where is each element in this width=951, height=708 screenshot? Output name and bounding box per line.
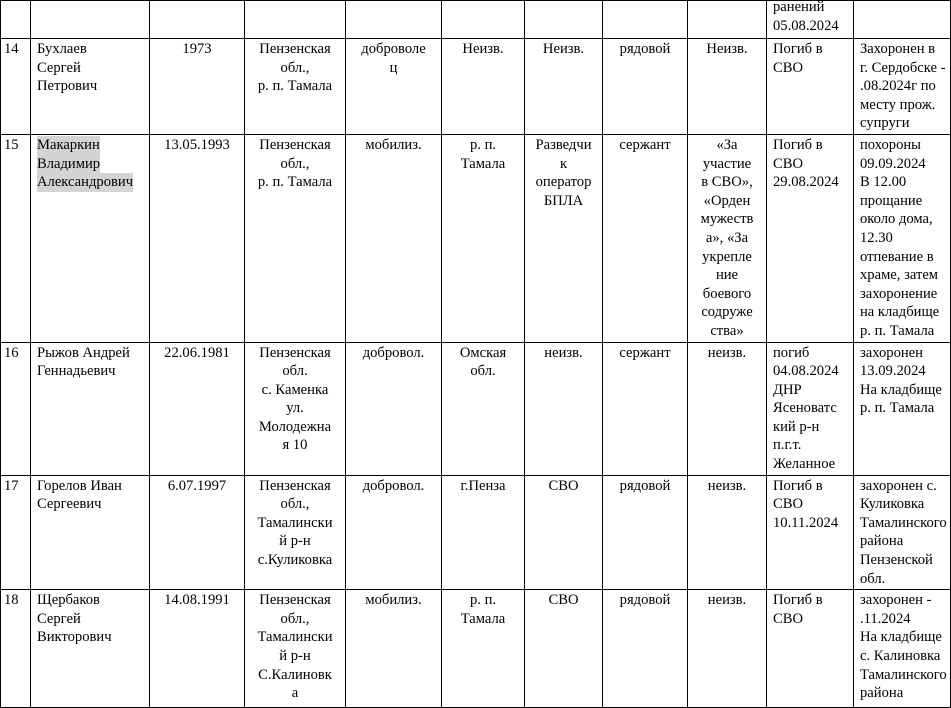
cell-line: обл., — [280, 610, 310, 627]
cell-line: На кладбище — [860, 381, 942, 398]
cell-line: Владимир — [37, 155, 101, 172]
cell-line: сержант — [619, 344, 671, 361]
cell-origin — [245, 590, 346, 708]
cell-name — [31, 134, 150, 342]
cell-name — [31, 39, 150, 135]
cell-line: прощание — [860, 192, 923, 209]
cell-line: Сергей — [37, 59, 81, 76]
cell-line: Петрович — [37, 78, 98, 95]
cell-line: Погиб в — [773, 592, 823, 609]
cell-awards — [688, 39, 767, 135]
cell-line: отпевание в — [860, 248, 934, 265]
cell-birth — [150, 342, 245, 475]
cell-line: «За — [716, 136, 738, 153]
cell-line: .11.2024 — [860, 610, 911, 627]
cell-line: СВО — [773, 59, 804, 76]
cell-burial — [854, 39, 951, 135]
cell-line: СВО — [773, 155, 804, 172]
cell-line: Пензенская — [259, 592, 331, 609]
cell-line: содруже — [701, 304, 753, 321]
cell-enlisted — [442, 342, 525, 475]
cell-rank — [603, 590, 688, 708]
cell-line: Тамалински — [257, 629, 333, 646]
cell-line: Молодежна — [258, 418, 332, 435]
cell-name — [31, 342, 150, 475]
cell-line: добровол. — [362, 344, 425, 361]
cell-type — [346, 590, 442, 708]
cell-type — [346, 134, 442, 342]
cell-line: СВО — [773, 496, 804, 513]
cell-line: .08.2024г по — [860, 78, 936, 95]
table-row-partial — [1, 1, 951, 39]
cell-line: района — [860, 533, 904, 550]
table-row — [1, 590, 951, 708]
cell-awards — [688, 1, 767, 39]
cell-awards — [688, 342, 767, 475]
cell-line: 13.09.2024 — [860, 363, 926, 380]
cell-line: я 10 — [282, 437, 308, 454]
cell-line: Ясеноватс — [773, 400, 837, 417]
cell-line: С.Калиновк — [258, 666, 332, 683]
cell-line: 05.08.2024 — [773, 17, 839, 34]
cell-line: р. п. Тамала — [257, 78, 333, 95]
cell-birth — [150, 475, 245, 590]
cell-specialty — [525, 342, 603, 475]
cell-line: 13.05.1993 — [164, 136, 230, 153]
cell-enlisted — [442, 475, 525, 590]
cell-specialty — [525, 1, 603, 39]
cell-line: На кладбище — [860, 629, 942, 646]
cell-line: Тамала — [460, 155, 506, 172]
cell-line: ства» — [710, 322, 744, 339]
cell-burial — [854, 590, 951, 708]
cell-line: Пензенская — [259, 41, 331, 57]
cell-line: Викторович — [37, 629, 112, 646]
cell-line: й р-н — [279, 648, 311, 664]
cell-line: месту прож. — [860, 96, 936, 113]
cell-line: погиб — [773, 344, 810, 361]
cell-line: Погиб в — [773, 41, 823, 57]
cell-rank — [603, 342, 688, 475]
cell-name — [31, 1, 150, 39]
cell-enlisted — [442, 590, 525, 708]
cell-line: СВО — [773, 610, 804, 627]
cell-line: оператор — [535, 174, 592, 191]
cell-line: р. п. Тамала — [860, 400, 935, 417]
cell-line: обл., — [280, 155, 310, 172]
cell-line: Бухлаев — [37, 41, 87, 57]
cell-line: мобилиз. — [365, 592, 422, 609]
cell-line: в СВО», — [701, 174, 753, 191]
cell-line: похороны — [860, 136, 921, 153]
cell-line: обл. — [470, 363, 496, 380]
cell-line: й р-н — [279, 533, 311, 550]
cell-type — [346, 39, 442, 135]
cell-line: а — [291, 685, 299, 702]
cell-number — [1, 39, 31, 135]
cell-line: г.Пенза — [460, 477, 506, 494]
cell-line: п.г.т. — [773, 437, 802, 454]
cell-origin — [245, 1, 346, 39]
cell-line: а», «За — [705, 229, 749, 246]
cell-number — [1, 342, 31, 475]
cell-line: Неизв. — [706, 41, 748, 57]
cell-line: района — [860, 685, 904, 702]
cell-specialty — [525, 475, 603, 590]
cell-line: Александрович — [37, 174, 134, 191]
cell-line: БПЛА — [543, 192, 584, 209]
cell-line: к — [559, 155, 568, 172]
cell-awards — [688, 475, 767, 590]
cell-line: 14 — [4, 41, 19, 57]
cell-line: 16 — [4, 344, 19, 361]
cell-line: супруги — [860, 115, 910, 132]
cell-line: Щербаков — [37, 592, 100, 609]
cell-line: сержант — [619, 136, 671, 153]
cell-awards — [688, 134, 767, 342]
cell-line: Погиб в — [773, 477, 823, 494]
cell-number — [1, 590, 31, 708]
cell-line: участие — [702, 155, 752, 172]
cell-fate — [767, 475, 854, 590]
cell-number — [1, 134, 31, 342]
cell-origin — [245, 134, 346, 342]
cell-line: обл., — [280, 496, 310, 513]
cell-line: Сергеевич — [37, 496, 102, 513]
cell-line: захоронен - — [860, 592, 932, 609]
cell-line: с.Куликовка — [257, 552, 333, 569]
cell-line: рядовой — [619, 41, 671, 57]
table-row — [1, 475, 951, 590]
cell-line: кий р-н — [773, 418, 820, 435]
cell-line: Геннадьевич — [37, 363, 116, 380]
table-row — [1, 39, 951, 135]
cell-enlisted — [442, 134, 525, 342]
cell-line: 29.08.2024 — [773, 174, 839, 191]
cell-line: Пензенская — [259, 344, 331, 361]
cell-origin — [245, 39, 346, 135]
cell-origin — [245, 342, 346, 475]
cell-line: мобилиз. — [365, 136, 422, 153]
cell-rank — [603, 134, 688, 342]
cell-number — [1, 1, 31, 39]
cell-fate — [767, 1, 854, 39]
cell-type — [346, 342, 442, 475]
cell-burial — [854, 475, 951, 590]
cell-line: неизв. — [544, 344, 583, 361]
cell-line: обл. — [282, 363, 308, 380]
cell-burial — [854, 134, 951, 342]
cell-birth — [150, 590, 245, 708]
cell-line: рядовой — [619, 592, 671, 609]
cell-name — [31, 475, 150, 590]
cell-line: р. п. — [469, 592, 497, 609]
cell-line: Захоронен в — [860, 41, 936, 57]
cell-line: Желанное — [773, 456, 836, 473]
cell-line: мужеств — [700, 211, 754, 228]
cell-line: ранений — [773, 0, 825, 15]
cell-burial — [854, 342, 951, 475]
cell-birth — [150, 1, 245, 39]
cell-line: В 12.00 — [860, 174, 907, 191]
cell-line: Куликовка — [860, 496, 925, 513]
cell-line: Тамала — [460, 610, 506, 627]
cell-enlisted — [442, 39, 525, 135]
cell-enlisted — [442, 1, 525, 39]
cell-fate — [767, 134, 854, 342]
cell-awards — [688, 590, 767, 708]
cell-name — [31, 590, 150, 708]
cell-line: 22.06.1981 — [164, 344, 230, 361]
cell-rank — [603, 39, 688, 135]
cell-line: боевого — [702, 285, 752, 302]
cell-fate — [767, 342, 854, 475]
cell-line: «Орден — [703, 192, 751, 209]
cell-origin — [245, 475, 346, 590]
cell-line: обл. — [860, 570, 886, 587]
cell-line: 04.08.2024 — [773, 363, 839, 380]
cell-line: 18 — [4, 592, 19, 609]
cell-specialty — [525, 39, 603, 135]
cell-specialty — [525, 590, 603, 708]
cell-line: Тамалинского — [860, 514, 947, 531]
cell-line: 14.08.1991 — [164, 592, 230, 609]
cell-line: ДНР — [773, 381, 802, 398]
cell-type — [346, 1, 442, 39]
cell-line: Неизв. — [542, 41, 585, 57]
cell-specialty — [525, 134, 603, 342]
cell-line: захоронение — [860, 285, 938, 302]
cell-line: 17 — [4, 477, 19, 494]
cell-line: на кладбище — [860, 304, 940, 321]
cell-line: с. Каменка — [261, 381, 329, 398]
cell-line: ние — [715, 267, 739, 284]
cell-line: 1973 — [182, 41, 212, 57]
cell-line: Тамалински — [257, 514, 333, 531]
cell-rank — [603, 1, 688, 39]
cell-line: рядовой — [619, 477, 671, 494]
cell-line: Горелов Иван — [37, 477, 122, 494]
cell-line: 6.07.1997 — [167, 477, 227, 494]
cell-line: г. Сердобске - — [860, 59, 946, 76]
cell-line: Пензенская — [259, 136, 331, 153]
cell-birth — [150, 134, 245, 342]
cell-line: СВО — [548, 592, 579, 609]
cell-line: р. п. Тамала — [257, 174, 333, 191]
cell-line: р. п. Тамала — [860, 322, 935, 339]
cell-line: доброволе — [361, 41, 426, 57]
cell-line: Сергей — [37, 610, 81, 627]
cell-line: захоронен с. — [860, 477, 937, 494]
cell-line: ц — [389, 59, 398, 76]
cell-line: около дома, — [860, 211, 933, 228]
cell-rank — [603, 475, 688, 590]
cell-line: СВО — [548, 477, 579, 494]
cell-line: Омская — [459, 344, 507, 361]
cell-line: 12.30 — [860, 229, 893, 246]
cell-birth — [150, 39, 245, 135]
cell-line: неизв. — [707, 477, 747, 494]
cell-burial — [854, 1, 951, 39]
cell-fate — [767, 590, 854, 708]
cell-line: Пензенской — [860, 552, 933, 569]
cell-line: Тамалинского — [860, 666, 947, 683]
cell-line: храме, затем — [860, 267, 939, 284]
cell-line: 15 — [4, 136, 19, 153]
cell-line: добровол. — [362, 477, 425, 494]
cell-line: Разведчи — [535, 136, 592, 153]
cell-line: 10.11.2024 — [773, 514, 839, 531]
table-row — [1, 134, 951, 342]
cell-line: 09.09.2024 — [860, 155, 926, 172]
cell-type — [346, 475, 442, 590]
cell-line: укрепле — [702, 248, 752, 265]
cell-line: Макаркин — [37, 136, 100, 153]
table-row — [1, 342, 951, 475]
cell-line: обл., — [280, 59, 310, 76]
cell-line: Погиб в — [773, 136, 823, 153]
cell-line: неизв. — [707, 592, 747, 609]
cell-number — [1, 475, 31, 590]
cell-line: неизв. — [707, 344, 747, 361]
cell-line: Пензенская — [259, 477, 331, 494]
cell-line: захоронен — [860, 344, 923, 361]
cell-line: Рыжов Андрей — [37, 344, 130, 361]
cell-line: р. п. — [469, 136, 497, 153]
cell-line: с. Калиновка — [860, 648, 941, 664]
cell-line: Неизв. — [462, 41, 504, 57]
cell-line: ул. — [286, 400, 304, 417]
cell-fate — [767, 39, 854, 135]
